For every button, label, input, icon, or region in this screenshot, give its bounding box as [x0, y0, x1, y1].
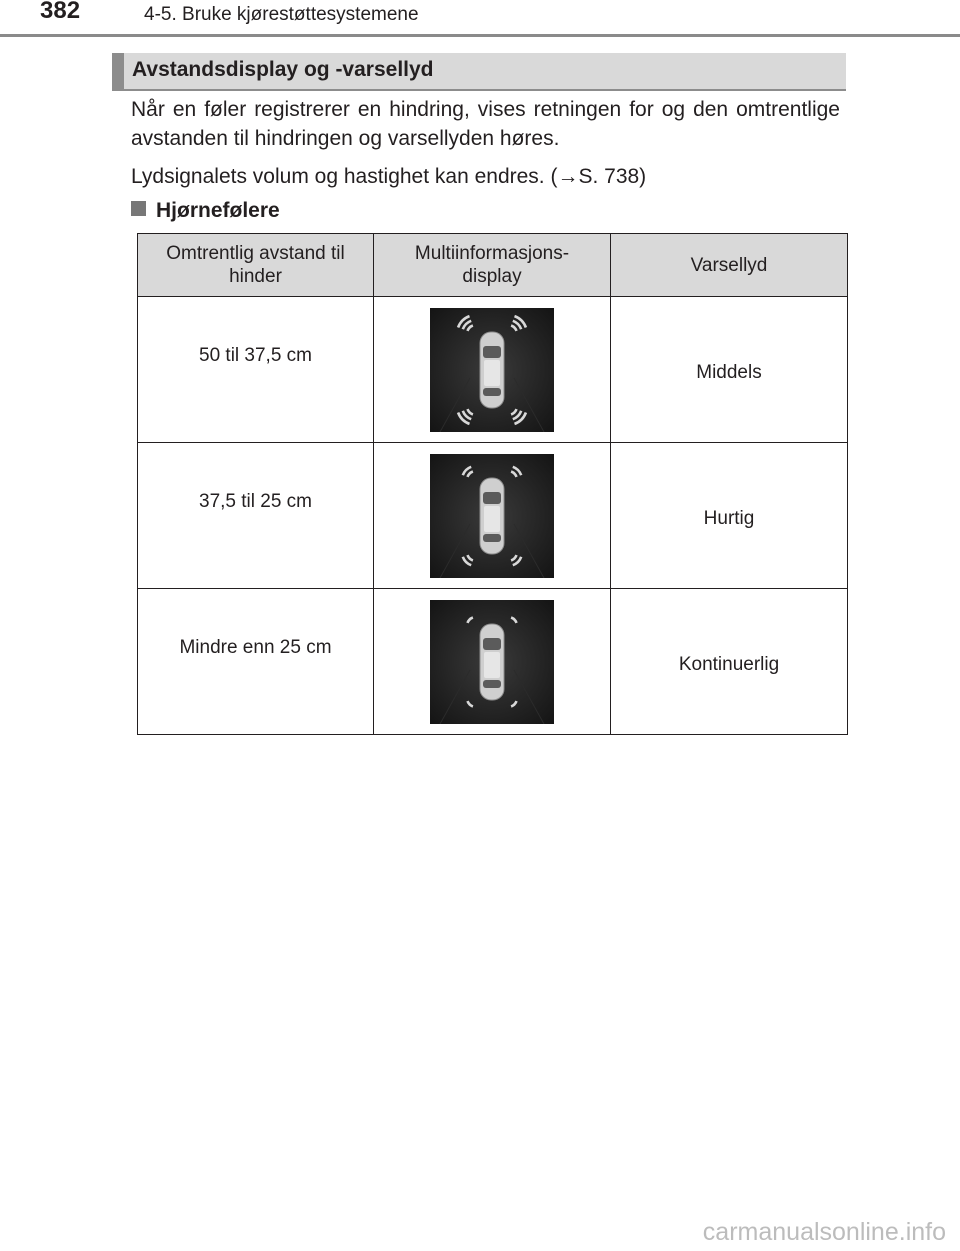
car-sensors-1-arc-icon — [430, 600, 554, 724]
running-head: 4-5. Bruke kjørestøttesystemene — [144, 4, 419, 25]
header-sound: Varsellyd — [611, 234, 848, 297]
sound-cell: Hurtig — [611, 443, 848, 589]
table-row — [138, 589, 848, 735]
table-row — [138, 297, 848, 443]
display-cell — [374, 297, 611, 443]
square-bullet-icon — [131, 201, 146, 216]
car-top-view — [480, 332, 504, 408]
table-header-row — [138, 234, 848, 297]
distance-cell: 50 til 37,5 cm — [138, 297, 374, 443]
sensor-table — [137, 233, 848, 735]
section-title-accent — [112, 53, 124, 89]
display-cell — [374, 589, 611, 735]
intro-paragraph: Når en føler registrerer en hindring, vises retningen for og den omtrentlige avstanden til hindringen og varsellyden høres. — [131, 98, 840, 150]
page-number: 382 — [40, 0, 81, 24]
header-rule — [0, 34, 960, 37]
display-cell — [374, 443, 611, 589]
sound-cell: Middels — [611, 297, 848, 443]
car-sensors-3-arcs-icon — [430, 308, 554, 432]
distance-cell: Mindre enn 25 cm — [138, 589, 374, 735]
section-title-underline — [112, 89, 846, 91]
header-display-text: Multiinformasjons-display — [414, 243, 570, 287]
sound-cell: Kontinuerlig — [611, 589, 848, 735]
distance-cell: 37,5 til 25 cm — [138, 443, 374, 589]
header-display — [374, 234, 611, 297]
subheading-text: Hjørnefølere — [156, 199, 280, 222]
car-sensors-2-arcs-icon — [430, 454, 554, 578]
subheading — [131, 199, 280, 223]
watermark: carmanualsonline.info — [702, 1218, 946, 1246]
section-title: Avstandsdisplay og -varsellyd — [132, 58, 434, 81]
car-top-view — [480, 478, 504, 554]
header-distance: Omtrentlig avstand til hinder — [138, 234, 374, 297]
section-title-bar — [112, 53, 846, 89]
table-row — [138, 443, 848, 589]
volume-paragraph: Lydsignalets volum og hastighet kan endres. (→S. 738) — [131, 165, 647, 188]
car-top-view — [480, 624, 504, 700]
